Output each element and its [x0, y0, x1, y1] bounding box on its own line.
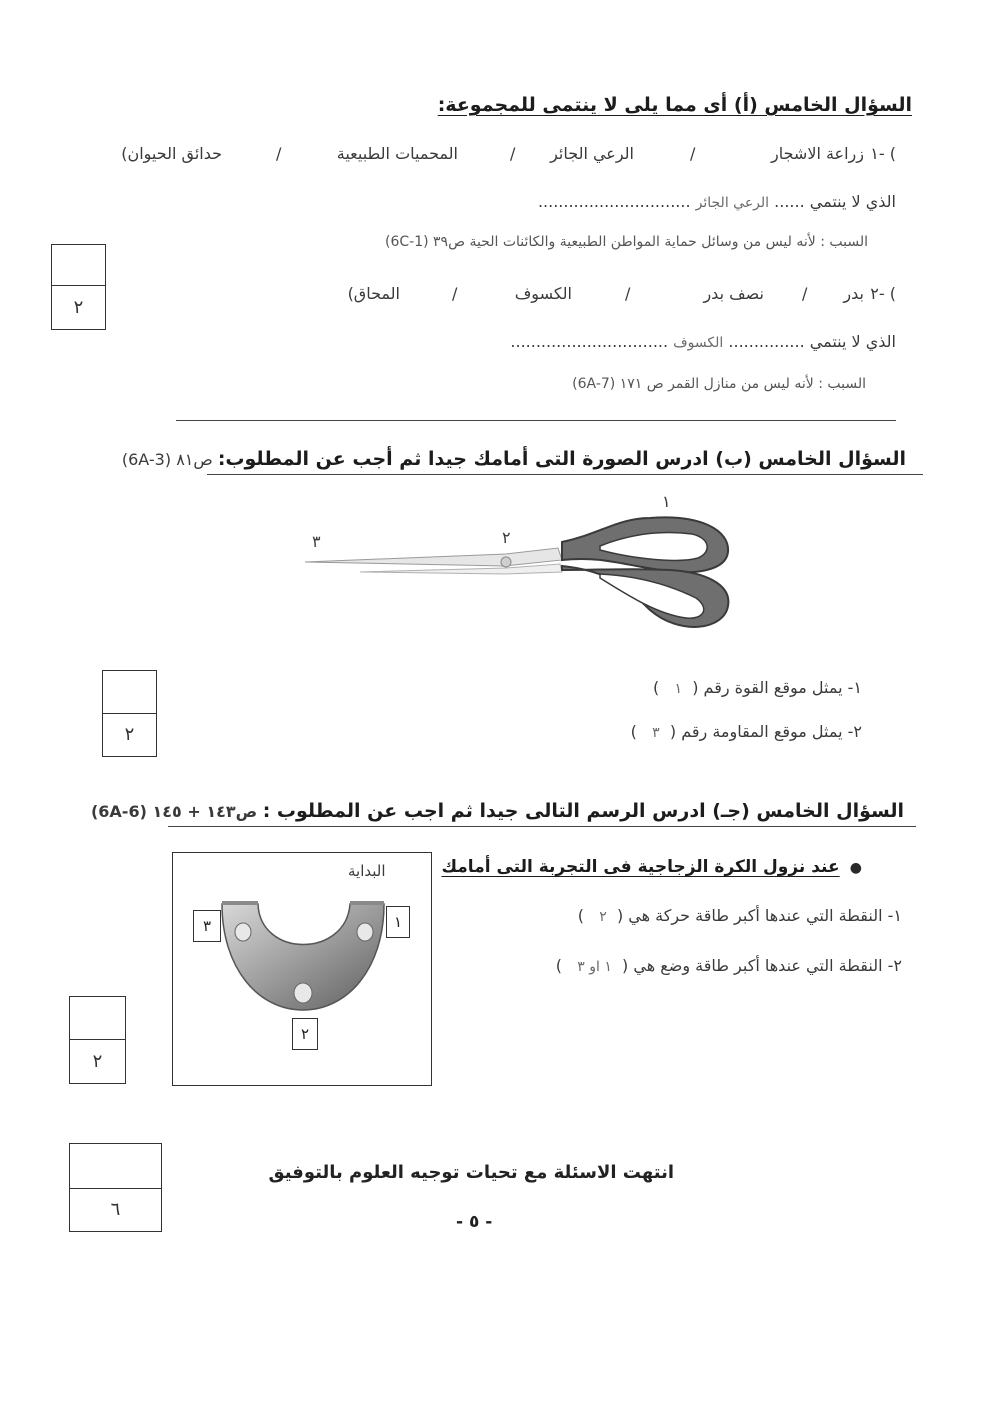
total-score: ٦ — [110, 1199, 121, 1220]
scissors-label-2: ٢ — [502, 528, 511, 547]
q5c-item1-answer: ٢ — [599, 909, 607, 925]
ramp-label-2: ٢ — [292, 1018, 318, 1050]
q5a-item1-reason: السبب : لأنه ليس من وسائل حماية المواطن الطبيعية والكائنات الحية ص٣٩ (6C-1) — [384, 234, 868, 250]
q5b-heading-line: السؤال الخامس (ب) ادرس الصورة التى أمامك جيدا ثم أجب عن المطلوب: ص٨١ (6A-3) — [121, 448, 906, 470]
ramp-diagram — [218, 898, 388, 1018]
scissors-label-1: ١ — [662, 492, 671, 511]
q5a-item1-answer: الرعي الجائر — [695, 195, 770, 211]
separator: / — [690, 144, 696, 163]
separator: / — [510, 144, 516, 163]
q5c-score-box — [69, 996, 126, 1084]
q5a-item2-answer: الكسوف — [673, 335, 724, 351]
separator: / — [452, 284, 458, 303]
q5b-score-box — [102, 670, 157, 757]
q5a-item1-number: ١- ( — [870, 144, 896, 163]
separator: / — [802, 284, 808, 303]
ramp-start-label: البداية — [348, 862, 386, 880]
q5a-item1-option: حدائق الحيوان) — [121, 144, 222, 163]
q5a-item2-number: ٢- ( — [870, 284, 896, 303]
q5c-item2-answer: ١ او ٣ — [577, 959, 612, 975]
q5c-score: ٢ — [92, 1050, 103, 1072]
q5a-item2-option: الكسوف — [514, 284, 572, 303]
q5b-item1-answer: ١ — [674, 681, 683, 697]
q5b-item2: ٢- يمثل موقع المقاومة رقم ( ٣ ) — [630, 722, 862, 741]
q5a-heading: السؤال الخامس (أ) أى مما يلى لا ينتمى للمجموعة: — [437, 94, 912, 116]
q5a-item1-option: المحميات الطبيعية — [336, 144, 458, 163]
total-score-box — [69, 1143, 162, 1232]
q5a-item2-answer-line: الذي لا ينتمي ............... الكسوف ............................... — [510, 332, 896, 351]
scissors-image — [300, 490, 740, 640]
divider — [176, 420, 896, 421]
q5a-item1-option: الرعي الجائر — [550, 144, 634, 163]
ramp-label-1: ١ — [386, 906, 410, 938]
separator: / — [276, 144, 282, 163]
scissors-label-3: ٣ — [312, 532, 321, 551]
q5a-item1-option: زراعة الاشجار — [770, 144, 864, 163]
q5b-heading-underline — [207, 474, 923, 475]
q5a-item2-option: المحاق) — [347, 284, 400, 303]
q5c-item1: ١- النقطة التي عندها أكبر طاقة حركة هي ( ٢ ) — [577, 906, 902, 925]
q5c-heading-underline — [168, 826, 916, 827]
q5b-item2-answer: ٣ — [652, 725, 660, 741]
q5a-score-box — [51, 244, 106, 330]
separator: / — [625, 284, 631, 303]
q5c-bullet-line: ● عند نزول الكرة الزجاجية فى التجربة التى أمامك — [441, 857, 862, 877]
closing-text: انتهت الاسئلة مع تحيات توجيه العلوم بالتوفيق — [268, 1162, 674, 1183]
page-number: - ٥ - — [456, 1212, 493, 1232]
q5a-item2-option: بدر — [843, 284, 864, 303]
q5a-item2-reason: السبب : لأنه ليس من منازل القمر ص ١٧١ (6A-7) — [572, 376, 866, 392]
q5c-heading-line: السؤال الخامس (جـ) ادرس الرسم التالى جيدا ثم اجب عن المطلوب : ص١٤٣ + ١٤٥ (6A-6) — [90, 800, 904, 822]
q5a-score: ٢ — [73, 296, 84, 318]
q5a-item2-option: نصف بدر — [703, 284, 764, 303]
q5b-score: ٢ — [124, 724, 135, 745]
ramp-label-3: ٣ — [193, 910, 221, 942]
q5c-item2: ٢- النقطة التي عندها أكبر طاقة وضع هي ( ١ او ٣ ) — [555, 956, 902, 975]
q5b-item1: ١- يمثل موقع القوة رقم ( ١ ) — [653, 678, 862, 697]
bullet-icon: ● — [849, 860, 862, 876]
q5a-item1-answer-line: الذي لا ينتمي ...... الرعي الجائر .............................. — [537, 192, 896, 211]
